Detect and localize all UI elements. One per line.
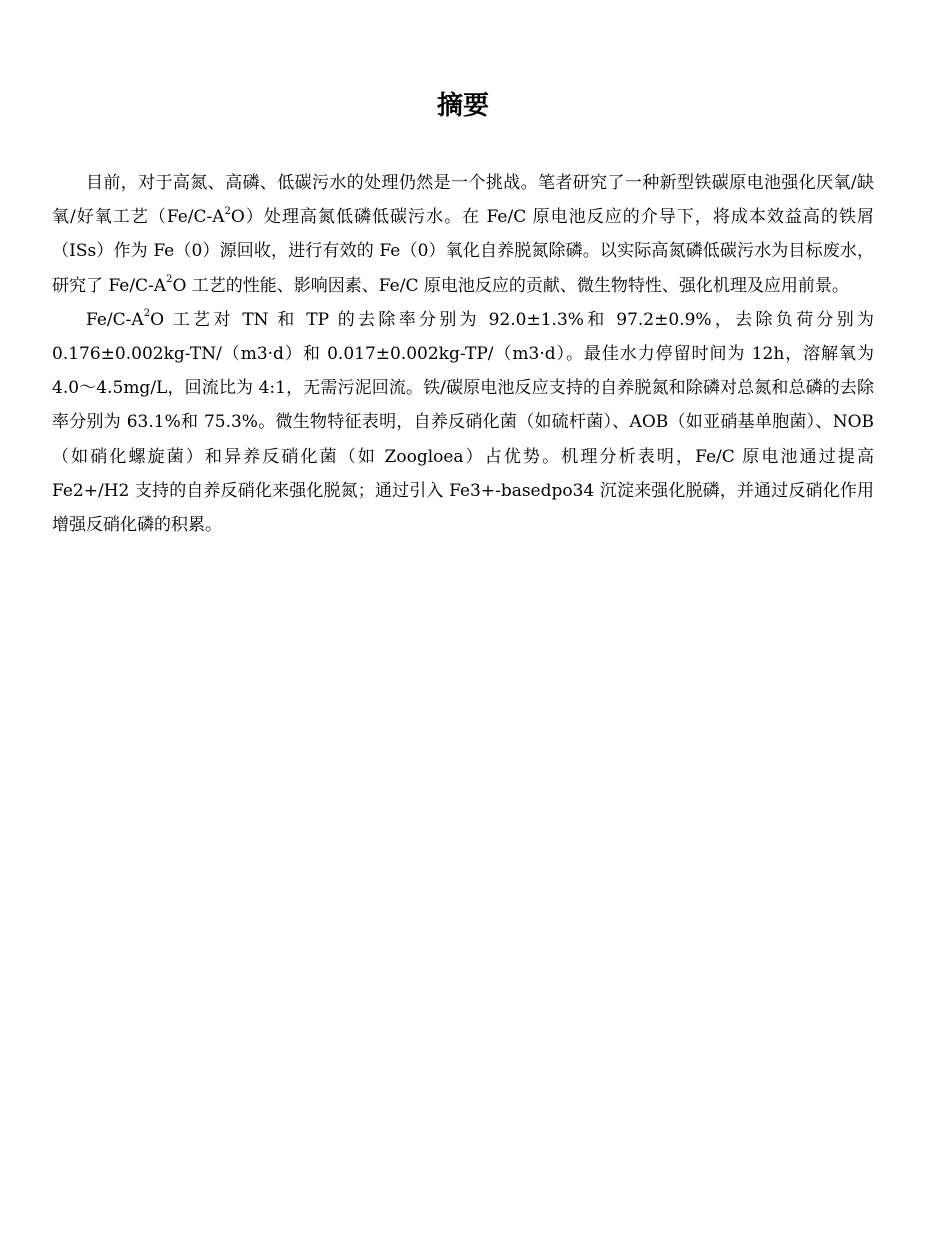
paragraph-1-text-b: O）处理高氮低磷低碳污水。在 Fe/C 原电池反应的介导下，将成本效益高的铁屑（ISs）作为 Fe（0）源回收，进行有效的 Fe（0）氧化自养脱氮除磷。以实际高氮磷低碳污水为目标废水，研究了 Fe/C-A — [52, 207, 874, 296]
abstract-paragraph-1 — [52, 166, 874, 303]
abstract-title: 摘要 — [436, 91, 489, 121]
superscript-2: 2 — [166, 273, 173, 285]
paragraph-2-text-b: O 工艺对 TN 和 TP 的去除率分别为 92.0±1.3%和 97.2±0.9%，去除负荷分别为 0.176±0.002kg-TN/（m3·d）和 0.017±0.002kg-TP/（m3·d）。最佳水力停留时间为 12h，溶解氧为 4.0～4.5mg/L，回流比为 4:1，无需污泥回流。铁/碳原电池反应支持的自养脱氮和除磷对总氮和总磷的去除率分别为 63.1%和 75.3%。微生物特征表明，自养反硝化菌（如硫杆菌）、AOB（如亚硝基单胞菌）、NOB（如硝化螺旋菌）和异养反硝化菌（如 Zoogloea）占优势。机理分析表明，Fe/C 原电池通过提高 Fe2+/H2 支持的自养反硝化来强化脱氮；通过引入 Fe3+-basedpo34 沉淀来强化脱磷，并通过反硝化作用增强反硝化磷的积累。 — [52, 309, 874, 536]
paragraph-1-text-a: 目前，对于高氮、高磷、低碳污水的处理仍然是一个挑战。笔者研究了一种新型铁碳原电池强化厌氧/缺氧/好氧工艺（Fe/C-A — [52, 173, 874, 228]
abstract-paragraph-2 — [52, 303, 874, 542]
paragraph-2-text-a: Fe/C-A — [86, 309, 144, 330]
superscript-2: 2 — [224, 205, 231, 217]
abstract-body — [52, 166, 874, 542]
superscript-2: 2 — [143, 308, 151, 320]
paragraph-1-text-c: O 工艺的性能、影响因素、Fe/C 原电池反应的贡献、微生物特性、强化机理及应用前景。 — [172, 275, 849, 296]
